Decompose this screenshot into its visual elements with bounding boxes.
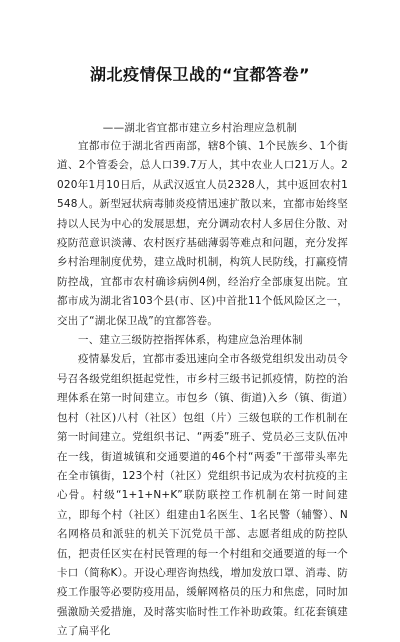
paragraph-intro: 宜都市位于湖北省西南部，辖8个镇、1个民族乡、1个街道、2个管委会，总人口39.7万人，其中农业人口21万人。2020年1月10日后，从武汉返宜人员2328人，其中返回农村1548人。新型冠状病毒肺炎疫情迅速扩散以来，宜都市始终坚持以人民为中心的发展思想，充分调动农村人多居住分散、对疫防范意识淡薄、农村医疗基础薄弱等难点和问题，充分发挥乡村治理制度优势，建立战时机制，构筑人民防线，打赢疫情防控战，宜都市农村确诊病例4例，经治疗全部康复出院。宜都市成为湖北省103个县(市、区)中首批11个低风险区之一，交出了“湖北保卫战”的宜都答卷。 xyxy=(57,140,348,327)
paragraph-section-1: 疫情暴发后，宜都市委迅速向全市各级党组织发出动员令号召各级党组织挺起党性，市乡村三级书记抓疫情，防控的治理体系在第一时间建立。市包乡（镇、街道)入乡（镇、街道）包村（社区)八村（社区）包组（片）三级包联的工作机制在第一时间建立。党组织书记、“两委”班子、党员必三支队伍冲在一线，街道城镇和交通要道的46个村“两委”干部带头率先在全市镇街，123个村（社区）党组织书记成为农村抗疫的主心骨。村级“1+1+N+K”联防联控工作机制在第一时间建立，即每个村（社区）组建由1名医生、1名民警（辅警）、N名网格员和派驻的机关下沉党员干部、志愿者组成的防控队伍，把责任区实在村民管理的每一个村组和交通要道的每一个卡口（简称K）。开设心理咨询热线，增加发放口罩、消毒、防疫工作服等必要防疫用品，缓解网格员的压力和焦虑，同时加强激励关爱措施，及时落实临时性工作补助政策。红花套镇建立了扁平化 xyxy=(57,353,348,638)
document-subtitle: ——湖北省宜都市建立乡村治理应急机制 xyxy=(102,122,298,134)
section-heading: 一、建立三级防控指挥体系，构建应急治理体制 xyxy=(78,334,303,347)
document-title: 湖北疫情保卫战的“宜都答卷” xyxy=(89,65,311,84)
document-body xyxy=(57,137,348,642)
